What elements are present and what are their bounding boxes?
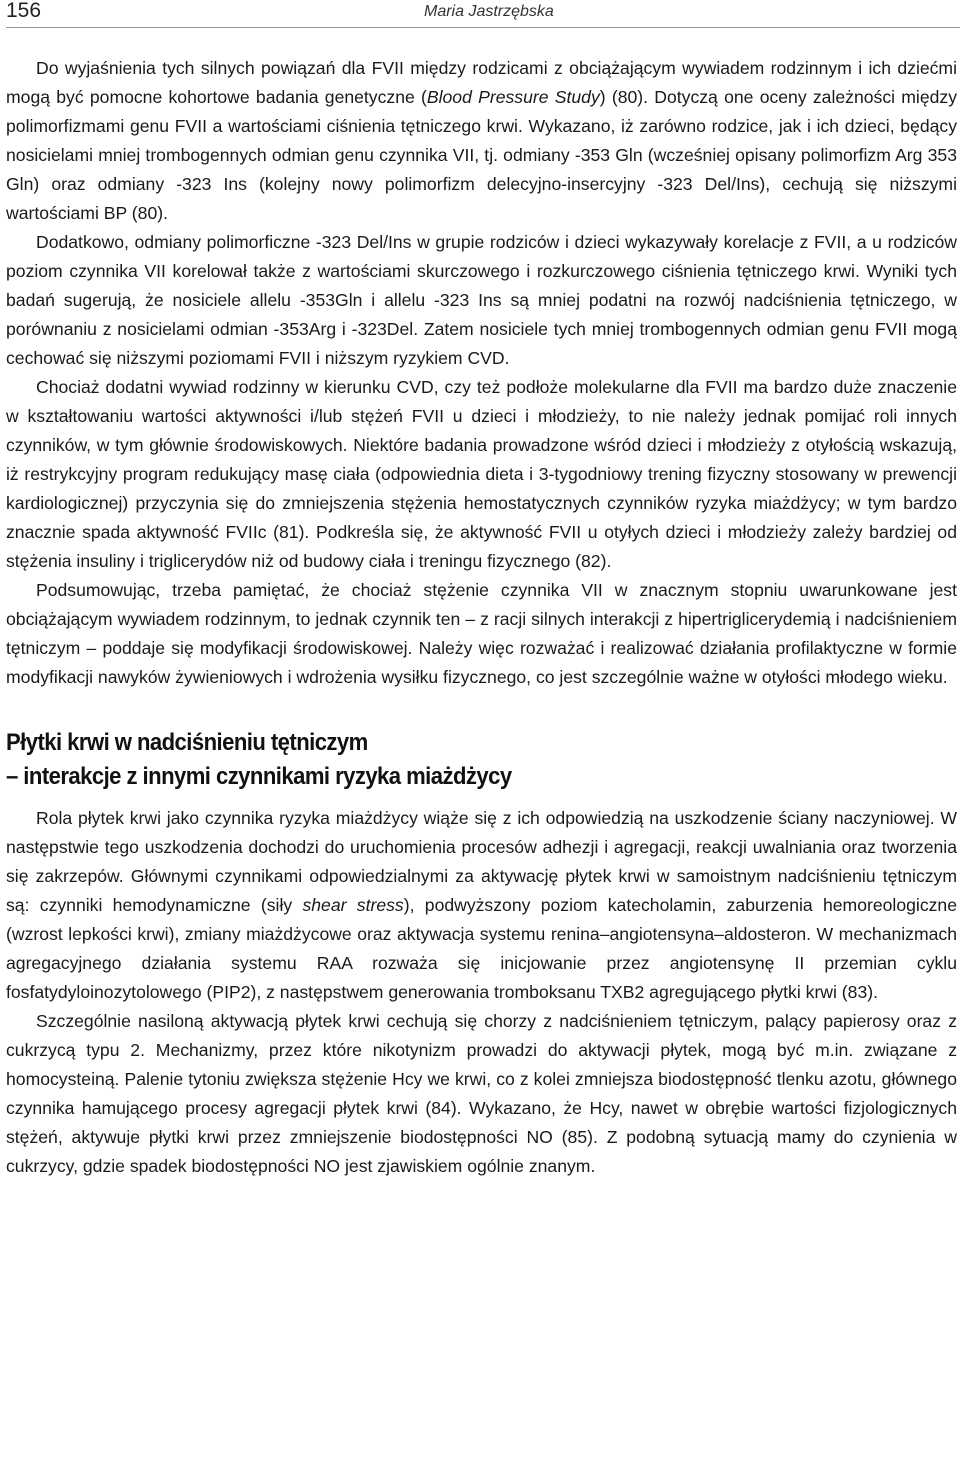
paragraph [6,804,957,1007]
paragraph [6,54,957,228]
paragraph: Chociaż dodatni wywiad rodzinny w kierunku CVD, czy też podłoże molekularne dla FVII ma bardzo duże znaczenie w kształtowaniu wartości aktywności i/lub stężeń FVII u dzieci i młodzieży, to nie należy jednak pomijać roli innych czynników, w tym głównie środowiskowych. Niektóre badania prowadzone wśród dzieci i młodzieży z otyłością wskazują, iż restrykcyjny program redukujący masę ciała (odpowiednia dieta i 3-tygodniowy trening fizyczny stosowany w prewencji kardiologicznej) przyczynia się do zmniejszenia stężenia hemostatycznych czynników ryzyka miażdżycy; w tym bardzo znacznie spada aktywność FVIIc (81). Podkreśla się, że aktywność FVII u otyłych dzieci i młodzieży zależy bardziej od stężenia insuliny i triglicerydów niż od budowy ciała i treningu fizycznego (82). [6,377,957,571]
section-heading-line2: – interakcje z innymi czynnikami ryzyka miażdżycy [6,763,512,790]
paragraph-text: ), podwyższony poziom katecholamin, zaburzenia hemoreologiczne (wzrost lepkości krwi), zmiany miażdżycowe oraz aktywacja systemu renina–angiotensyna–aldosteron. W mechanizmach agregacyjnego działania systemu RAA rozważa się inicjowanie przez angiotensynę II przemian cyklu fosfatydyloinozytolowego (PIP2), z następstwem generowania tromboksanu TXB2 agregującego płytki krwi (83). [6,895,957,1002]
study-name-italic: Blood Pressure Study [426,87,600,107]
running-head: Maria Jastrzębska [424,3,554,20]
paragraph: Szczególnie nasiloną aktywacją płytek krwi cechują się chorzy z nadciśnieniem tętniczym, palący papierosy oraz z cukrzycą typu 2. Mechanizmy, przez które nikotynizm prowadzi do aktywacji płytek, mogą być m.in. związane z homocysteiną. Palenie tytoniu zwiększa stężenie Hcy we krwi, co z kolei zmniejsza biodostępność tlenku azotu, głównego czynnika hamującego procesy agregacji płytek krwi (84). Wykazano, że Hcy, nawet w obrębie wartości fizjologicznych stężeń, aktywuje płytki krwi przez zmniejszenie biodostępności NO (85). Z podobną sytuacją mamy do czynienia w cukrzycy, gdzie spadek biodostępności NO jest zjawiskiem ogólnie znanym. [6,1011,957,1176]
paragraph: Dodatkowo, odmiany polimorficzne -323 Del/Ins w grupie rodziców i dzieci wykazywały korelacje z FVII, a u rodziców poziom czynnika VII korelował także z wartościami skurczowego i rozkurczowego ciśnienia tętniczego krwi. Wyniki tych badań sugerują, że nosiciele allelu -353Gln i allelu -323 Ins są mniej podatni na rozwój nadciśnienia tętniczego, w porównaniu z nosicielami odmian -353Arg i -323Del. Zatem nosiciele tych mniej trombogennych odmian genu FVII mogą cechować się niższymi poziomami FVII i niższym ryzykiem CVD. [6,232,957,368]
paragraph-text: ) (80). Dotyczą one oceny zależności między polimorfizmami genu FVII a wartościami ciśnienia tętniczego krwi. Wykazano, iż zarówno rodzice, jak i ich dzieci, będący nosicielami mniej trombogennych odmian genu czynnika VII, tj. odmiany -353 Gln (wcześniej opisany polimorfizm Arg 353 Gln) oraz odmiany -323 Ins (kolejny nowy polimorfizm delecyjno-insercyjny -323 Del/Ins), cechują się niższymi wartościami BP (80). [6,87,958,223]
section-heading-line1: Płytki krwi w nadciśnieniu tętniczym [6,729,368,756]
paragraph-text: Rola płytek krwi jako czynnika ryzyka miażdżycy wiąże się z ich odpowiedzią na uszkodzenie ściany naczyniowej. W następstwie tego uszkodzenia dochodzi do uruchomienia procesów adhezji i agregacji, reakcji uwalniania oraz tworzenia się zakrzepów. Głównymi czynnikami odpowiedzialnymi za aktywację płytek krwi w samoistnym nadciśnieniu tętniczym są: czynniki hemodynamiczne (siły [6,808,957,915]
page-body [6,54,957,1181]
page-number: 156 [6,0,42,22]
shear-stress-italic: shear stress [302,895,404,915]
page-header [6,0,960,24]
paragraph-text: Do wyjaśnienia tych silnych powiązań dla FVII między rodzicami z obciążającym wywiadem rodzinnym i ich dziećmi mogą być pomocne kohortowe badania genetyczne ( [6,58,957,107]
section-heading [6,726,881,794]
header-rule [6,27,960,28]
paragraph: Podsumowując, trzeba pamiętać, że chociaż stężenie czynnika VII w znacznym stopniu uwarunkowane jest obciążającym wywiadem rodzinnym, to jednak czynnik ten – z racji silnych interakcji z hipertriglicerydemią i nadciśnieniem tętniczym – poddaje się modyfikacji środowiskowej. Należy więc rozważać i realizować działania profilaktyczne w formie modyfikacji nawyków żywieniowych i wdrożenia wysiłku fizycznego, co jest szczególnie ważne w otyłości młodego wieku. [6,580,957,687]
